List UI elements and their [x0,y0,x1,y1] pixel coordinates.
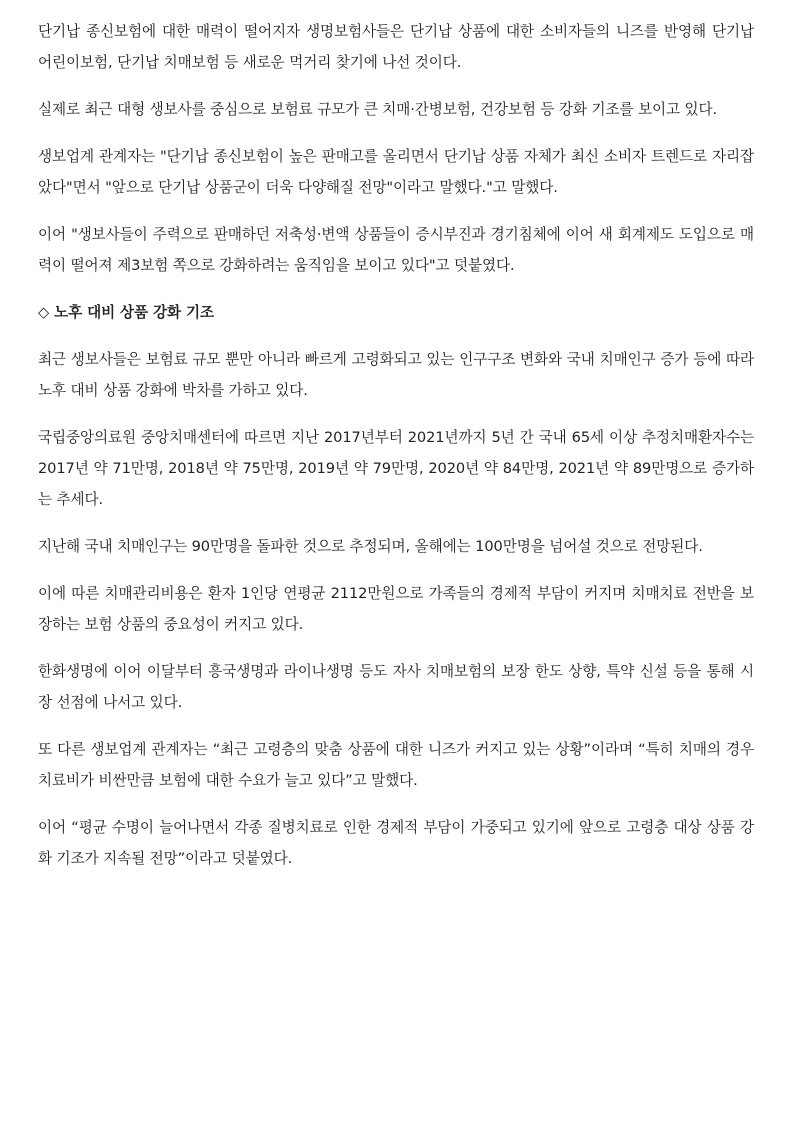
article-body [38,16,754,890]
paragraph-dementia-statistics: 국립중앙의료원 중앙치매센터에 따르면 지난 2017년부터 2021년까지 5년 간 국내 65세 이상 추정치매환자수는 2017년 약 71만명, 2018년 약 75만명, 2019년 약 79만명, 2020년 약 84만명, 2021년 약 89만명으로 증가하는 추세다. [38,429,754,508]
paragraph-large-insurers: 실제로 최근 대형 생보사를 중심으로 보험료 규모가 큰 치매·간병보험, 건강보험 등 강화 기조를 보이고 있다. [38,101,718,118]
section-heading: ◇ 노후 대비 상품 강화 기조 [38,304,215,321]
paragraph-shortterm-insurance: 단기납 종신보험에 대한 매력이 떨어지자 생명보험사들은 단기납 상품에 대한 소비자들의 니즈를 반영해 단기납 어린이보험, 단기납 치매보험 등 새로운 먹거리 찾기에 나선 것이다. [38,23,754,71]
paragraph-second-quote: 또 다른 생보업계 관계자는 “최근 고령층의 맞춤 상품에 대한 니즈가 커지고 있는 상황”이라며 “특히 치매의 경우 치료비가 비싼만큼 보험에 대한 수요가 늘고 있다”고 말했다. [38,741,754,789]
paragraph-dementia-forecast: 지난해 국내 치매인구는 90만명을 돌파한 것으로 추정되며, 올해에는 100만명을 넘어설 것으로 전망된다. [38,538,703,555]
paragraph-aging-population: 최근 생보사들은 보험료 규모 뿐만 아니라 빠르게 고령화되고 있는 인구구조 변화와 국내 치매인구 증가 등에 따라 노후 대비 상품 강화에 박차를 가하고 있다. [38,351,754,399]
paragraph-third-insurance: 이어 "생보사들이 주력으로 판매하던 저축성·변액 상품들이 증시부진과 경기침체에 이어 새 회계제도 도입으로 매력이 떨어져 제3보험 쪽으로 강화하려는 움직임을 보이고 있다"고 덧붙였다. [38,226,754,274]
paragraph-care-costs: 이에 따른 치매관리비용은 환자 1인당 연평균 2112만원으로 가족들의 경제적 부담이 커지며 치매치료 전반을 보장하는 보험 상품의 중요성이 커지고 있다. [38,585,754,633]
paragraph-industry-quote: 생보업계 관계자는 "단기납 종신보험이 높은 판매고를 올리면서 단기납 상품 자체가 최신 소비자 트렌드로 자리잡았다"면서 "앞으로 단기납 상품군이 더욱 다양해질 전망"이라고 말했다."고 말했다. [38,148,754,196]
paragraph-market-competition: 한화생명에 이어 이달부터 흥국생명과 라이나생명 등도 자사 치매보험의 보장 한도 상향, 특약 신설 등을 통해 시장 선점에 나서고 있다. [38,663,754,711]
paragraph-closing-quote: 이어 “평균 수명이 늘어나면서 각종 질병치료로 인한 경제적 부담이 가중되고 있기에 앞으로 고령층 대상 상품 강화 기조가 지속될 전망”이라고 덧붙였다. [38,819,754,867]
